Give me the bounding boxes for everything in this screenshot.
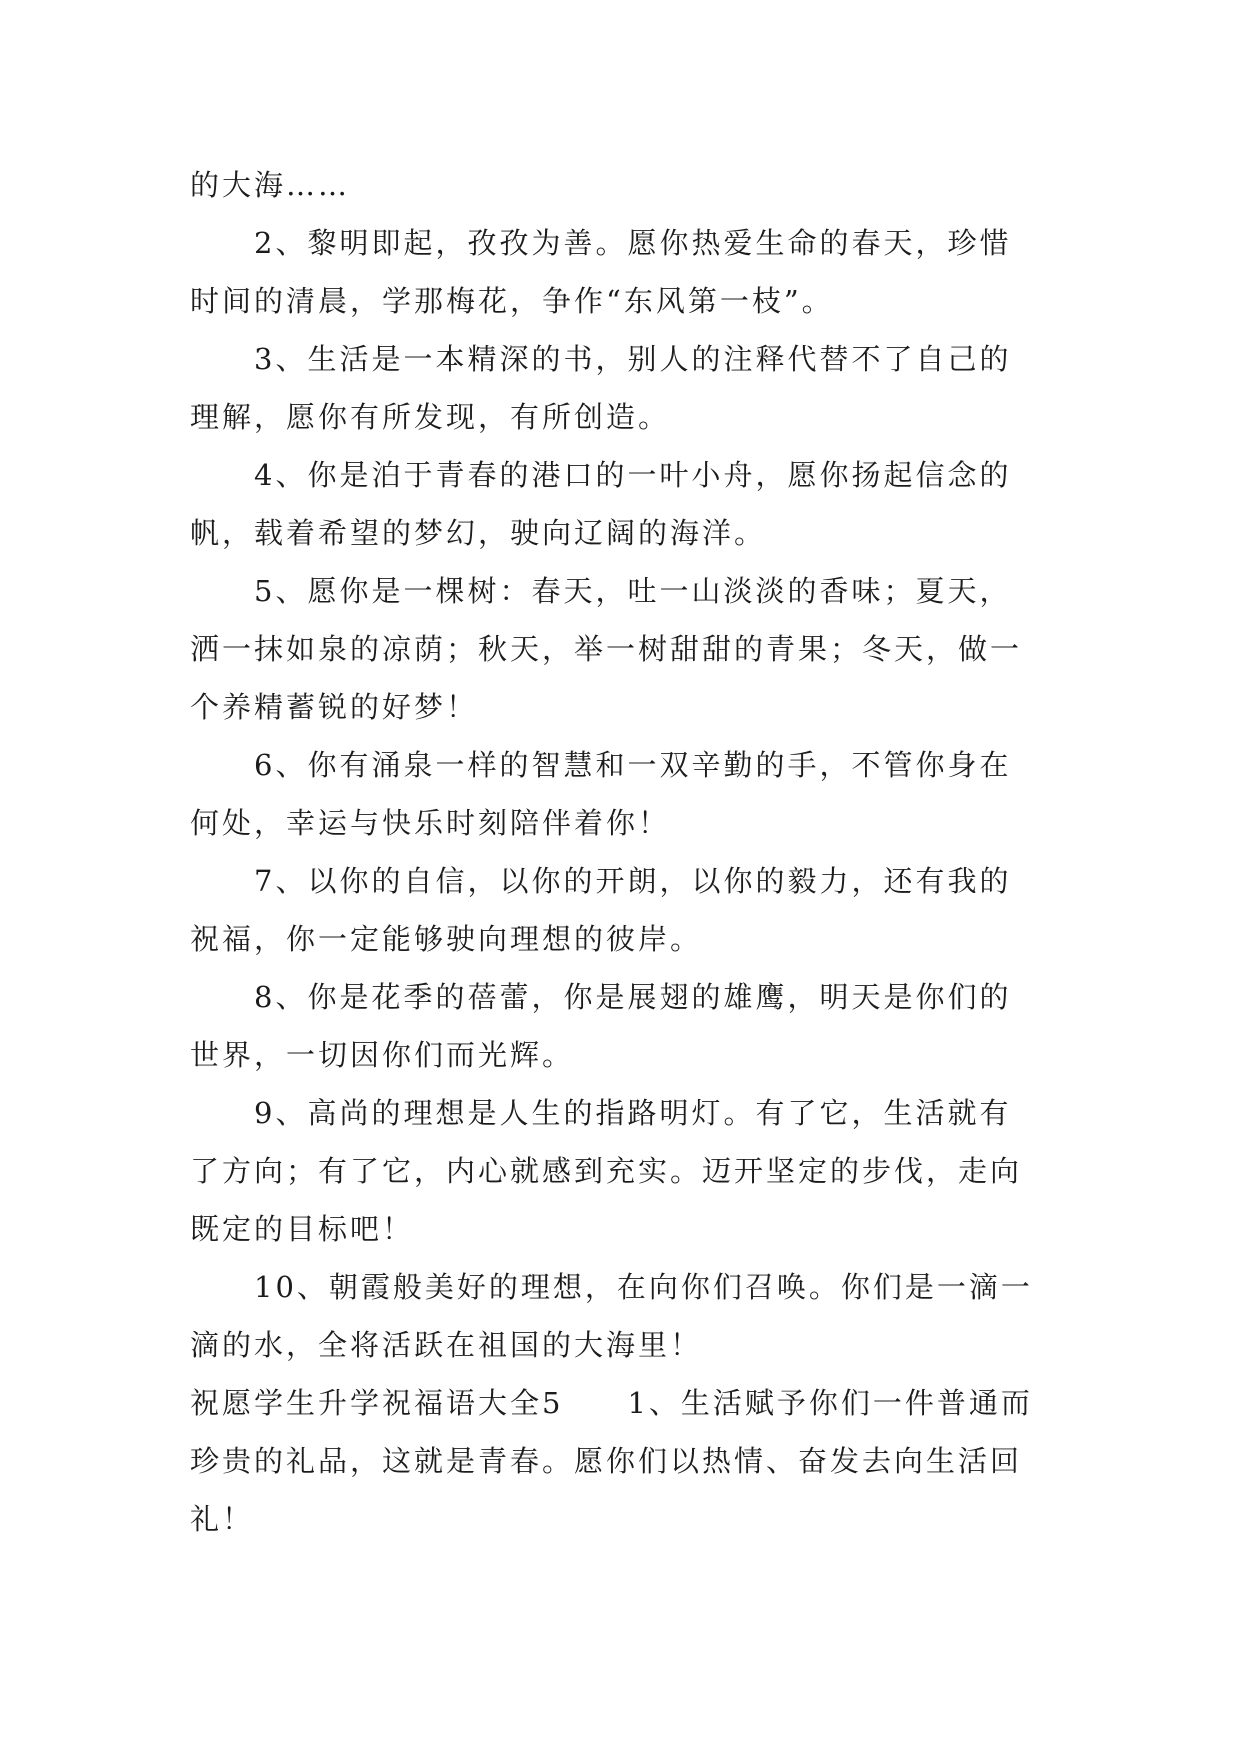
list-item-7-line-2: 祝福，你一定能够驶向理想的彼岸。 bbox=[190, 922, 703, 956]
list-item-5-line-1: 5、愿你是一棵树：春天，吐一山淡淡的香味；夏天， bbox=[254, 574, 1012, 608]
section-first-item: 1、生活赋予你们一件普通而 bbox=[627, 1386, 1033, 1420]
list-item-2-line-1: 2、黎明即起，孜孜为善。愿你热爱生命的春天，珍惜 bbox=[254, 226, 1012, 260]
list-item-9-line-1: 9、高尚的理想是人生的指路明灯。有了它，生活就有 bbox=[254, 1096, 1012, 1130]
section-item-line-3: 礼！ bbox=[190, 1502, 255, 1536]
list-item-5-line-3: 个养精蓄锐的好梦！ bbox=[190, 690, 479, 724]
list-item-10-line-1: 10、朝霞般美好的理想，在向你们召唤。你们是一滴一 bbox=[254, 1270, 1033, 1304]
section-heading-line bbox=[190, 1374, 1052, 1432]
document-body bbox=[190, 156, 1052, 1548]
list-item-9-line-2: 了方向；有了它，内心就感到充实。迈开坚定的步伐，走向 bbox=[190, 1154, 1023, 1188]
section-heading: 祝愿学生升学祝福语大全5 bbox=[190, 1386, 564, 1420]
list-item-3-line-2: 理解，愿你有所发现，有所创造。 bbox=[190, 400, 671, 434]
list-item-9-line-3: 既定的目标吧！ bbox=[190, 1212, 415, 1246]
list-item-5-line-2: 洒一抹如泉的凉荫；秋天，举一树甜甜的青果；冬天，做一 bbox=[190, 632, 1023, 666]
list-item-8-line-1: 8、你是花季的蓓蕾，你是展翅的雄鹰，明天是你们的 bbox=[254, 980, 1012, 1014]
section-item-line-2: 珍贵的礼品，这就是青春。愿你们以热情、奋发去向生活回 bbox=[190, 1444, 1023, 1478]
list-item-6-line-1: 6、你有涌泉一样的智慧和一双辛勤的手，不管你身在 bbox=[254, 748, 1012, 782]
list-item-4-line-2: 帆，载着希望的梦幻，驶向辽阔的海洋。 bbox=[190, 516, 767, 550]
list-item-4-line-1: 4、你是泊于青春的港口的一叶小舟，愿你扬起信念的 bbox=[254, 458, 1012, 492]
list-item-10-line-2: 滴的水，全将活跃在祖国的大海里！ bbox=[190, 1328, 703, 1362]
list-item-3-line-1: 3、生活是一本精深的书，别人的注释代替不了自己的 bbox=[254, 342, 1012, 376]
list-item-8-line-2: 世界，一切因你们而光辉。 bbox=[190, 1038, 575, 1072]
list-item-7-line-1: 7、以你的自信，以你的开朗，以你的毅力，还有我的 bbox=[254, 864, 1012, 898]
list-item-2-line-2: 时间的清晨，学那梅花，争作“东风第一枝”。 bbox=[190, 284, 834, 318]
list-item-6-line-2: 何处，幸运与快乐时刻陪伴着你！ bbox=[190, 806, 671, 840]
text-line: 的大海…… bbox=[190, 168, 351, 202]
